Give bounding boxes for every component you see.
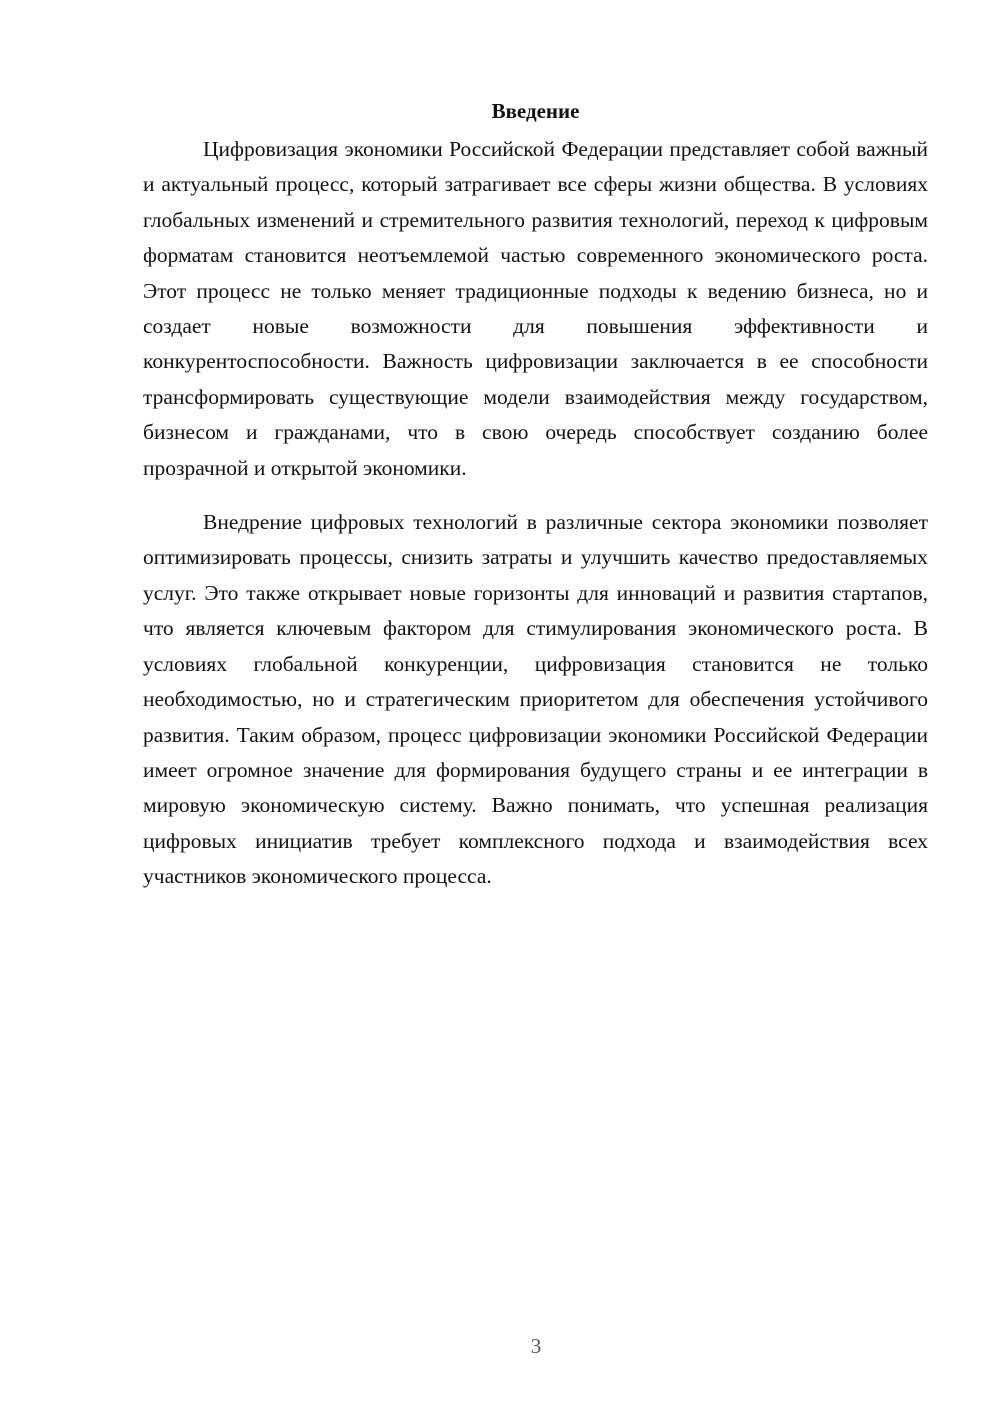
section-heading: Введение — [491, 99, 580, 123]
paragraph-1: Цифровизация экономики Российской Федерации представляет собой важный и актуальный процесс, который затрагивает все сферы жизни общества. В условиях глобальных изменений и стремительного развития технологий, переход к цифровым форматам становится неотъемлемой частью современного экономического роста. Этот процесс не только меняет традиционные подходы к ведению бизнеса, но и создает новые возможности для повышения эффективности и конкурентоспособности. Важность цифровизации заключается в ее способности трансформировать существующие модели взаимодействия между государством, бизнесом и гражданами, что в свою очередь способствует созданию более прозрачной и открытой экономики. — [143, 137, 928, 480]
page-content — [143, 96, 928, 895]
paragraph-2: Внедрение цифровых технологий в различные сектора экономики позволяет оптимизировать процессы, снизить затраты и улучшить качество предоставляемых услуг. Это также открывает новые горизонты для инноваций и развития стартапов, что является ключевым фактором для стимулирования экономического роста. В условиях глобальной конкуренции, цифровизация становится не только необходимостью, но и стратегическим приоритетом для обеспечения устойчивого развития. Таким образом, процесс цифровизации экономики Российской Федерации имеет огромное значение для формирования будущего страны и ее интеграции в мировую экономическую систему. Важно понимать, что успешная реализация цифровых инициатив требует комплексного подхода и взаимодействия всех участников экономического процесса. — [143, 510, 928, 889]
page-number: 3 — [530, 1334, 542, 1358]
